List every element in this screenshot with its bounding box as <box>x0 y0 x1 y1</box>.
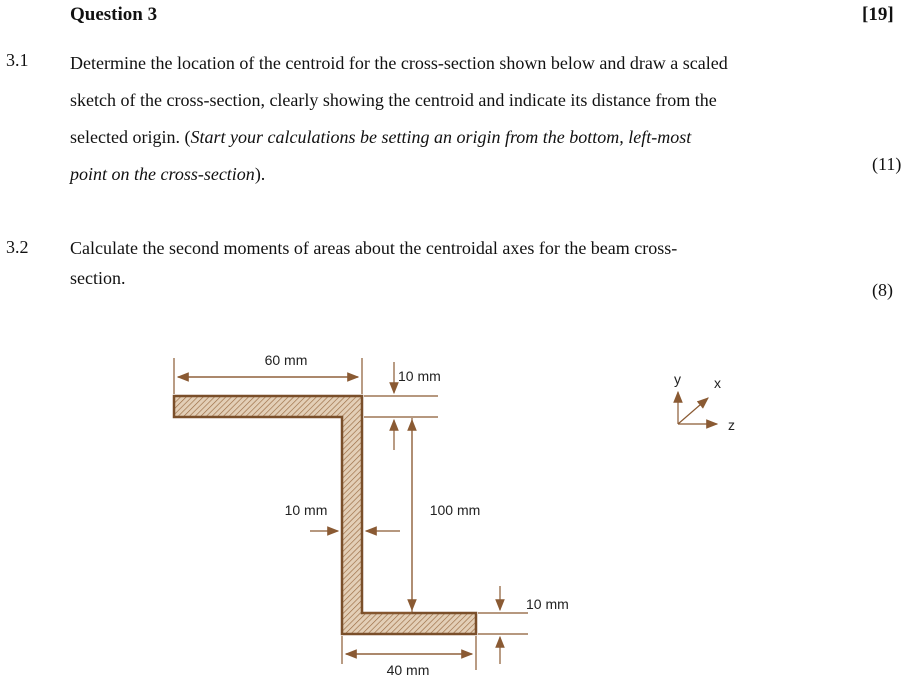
text-line: point on the cross-section). <box>70 164 266 184</box>
dim-top-thickness: 10 mm <box>398 368 441 384</box>
dim-bottom-thickness: 10 mm <box>526 596 569 612</box>
question-total-marks: [19] <box>862 4 894 25</box>
text-line: section. <box>70 268 126 288</box>
text-line: Determine the location of the centroid for the cross-section shown below and draw a scaled <box>70 53 728 73</box>
text-line: selected origin. (Start your calculations be setting an origin from the bottom, left-most <box>70 127 692 147</box>
axis-z-label: z <box>728 417 735 433</box>
dim-web-thickness: 10 mm <box>284 502 328 518</box>
dim-web-height: 100 mm <box>429 502 481 518</box>
question-title: Question 3 <box>70 4 158 25</box>
dim-bottom-width: 40 mm <box>386 662 430 678</box>
part-number: 3.2 <box>6 237 29 257</box>
text-line: sketch of the cross-section, clearly showing the centroid and indicate its distance from the <box>70 90 717 110</box>
part-marks: (8) <box>872 280 893 300</box>
part-number: 3.1 <box>6 50 29 70</box>
part-marks: (11) <box>872 154 902 174</box>
text-line: Calculate the second moments of areas about the centroidal axes for the beam cross- <box>70 238 678 258</box>
dim-top-width: 60 mm <box>264 352 308 368</box>
axis-x-label: x <box>714 375 721 391</box>
axis-y-label: y <box>674 371 681 387</box>
